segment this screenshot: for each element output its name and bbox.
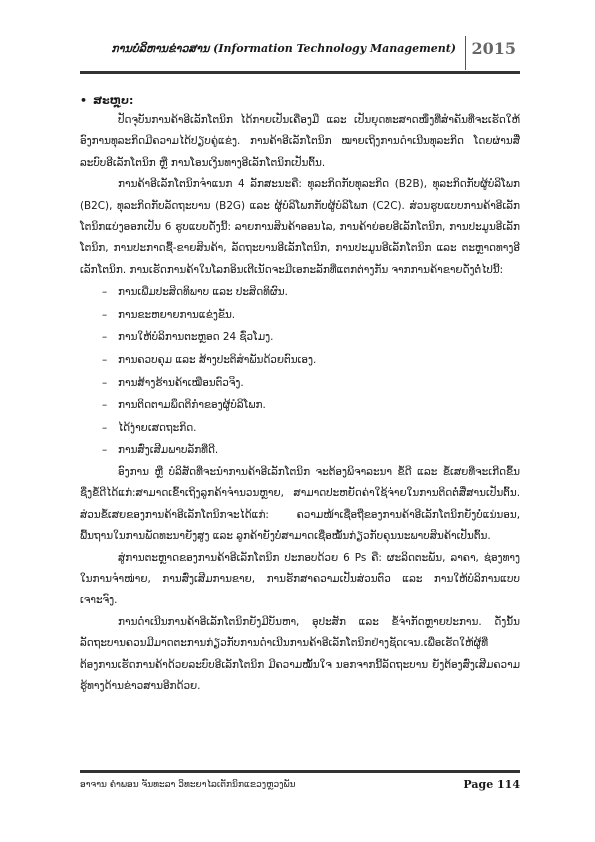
page-header — [80, 36, 518, 70]
heading-text: ສະຫຼຸບ: — [93, 94, 134, 107]
list-item — [80, 281, 520, 304]
list-item — [80, 417, 520, 440]
heading-bullet: • — [80, 94, 88, 107]
list-item-text: ການໃຫ້ບໍລິການຕະຫຼອດ 24 ຊົ່ວໂມງ. — [118, 331, 274, 344]
list-dash: – — [102, 376, 108, 389]
list-dash: – — [102, 421, 108, 434]
paragraph-6ps: ສູ່ການຕະຫຼາດຂອງການຄ້າອີເລັກໂຕນິກ ປະກອບດ້ວຍ 6 Ps ຄື: ຜະລິດຕະພັນ, ລາຄາ, ຊ່ອງທາງໃນການຈຳໜ່າຍ, ການສົ່ງເສີມການຂາຍ, ການຮັກສາຄວາມເປັນສ່ວນຕົວ ແລະ ການໃຫ້ບໍລິການແບບເຈາະຈົງ. — [80, 551, 520, 607]
list-dash: – — [102, 354, 108, 367]
list-item — [80, 439, 520, 462]
paragraph-pros-cons: ອົງການ ຫຼື ບໍລິສັດທີ່ຈະນຳການຄ້າອີເລັກໂຕນິກ ຈະຕ້ອງພິຈາລະນາ ຂໍ້ດີ ແລະ ຂໍ້ເສຍທີ່ຈະເກີດຂຶ້ນ ຊຶ່ງຂໍ້ດີໄດ້ແກ່:ສາມາດເຂົ້າເຖິງລູກຄ້າຈຳນວນຫຼາຍ, ສາມາດປະຫຍັດຄ່າໃຊ້ຈ່າຍໃນການຕິດຕໍ່ສື່ສານເປັນຕົ້ນ. ສ່ວນຂໍ້ເສຍຂອງການຄ້າອີເລັກໂຕນິກຈະໄດ້ແກ່: ຄວາມໜ້າເຊື່ອຖືຂອງການຄ້າອີເລັກໂຕນິກຍັງບໍ່ແນ່ນອນ, ພື້ນຖານໃນການພັດທະນາຍັງສູງ ແລະ ລູກຄ້າຍັງບໍ່ສາມາດເຊື່ອໝັ້ນກ່ຽວກັບຄຸນນະພາບສິນຄ້າເປັນຕົ້ນ. — [80, 466, 520, 543]
paragraph-types: ການຄ້າອີເລັກໂຕນິກຈຳແນກ 4 ລັກສະນະຄື: ທຸລະກິດກັບທຸລະກິດ (B2B), ທຸລະກິດກັບຜູ້ບໍລິໂພກ (B2C), ທຸລະກິດກັບລັດຖະບານ (B2G) ແລະ ຜູ້ບໍລິໂພກກັບຜູ້ບໍລິໂພກ (C2C). ສ່ວນຮູບແບບການຄ້າອີເລັກໂຕນິກແບ່ງອອກເປັນ 6 ຮູບແບບດັ່ງນີ້: ລາຍການສິນຄ້າອອນໄລ, ການຄ້າຍ່ອຍອີເລັກໂຕນິກ, ການປະມູນອີເລັກໂຕນິກ, ການປະກາດຊື້-ຂາຍສິນຄ້າ, ລັດຖະບານອີເລັກໂຕນິກ, ການປະມູນອີເລັກໂຕນິກ ແລະ ຕະຫຼາດທາງອີເລັກໂຕນິກ. ການເຮັດການຄ້າໃນໂລກອິນເຕີເນັດຈະມີເອກະລັກທີ່ແຕກຕ່າງກັນ ຈາກການຄ້າຂາຍດັ່ງຕໍ່ໄປນີ້: — [80, 178, 520, 276]
footer-rule — [80, 770, 520, 773]
list-item — [80, 372, 520, 395]
header-rule — [80, 71, 520, 74]
list-item — [80, 326, 520, 349]
header-year: 2015 — [471, 39, 516, 58]
footer-page-number: Page 114 — [463, 778, 520, 791]
list-item-text: ການສ້າງຮ້ານຄ້າເໝືອນຕົວຈິງ. — [118, 376, 244, 389]
list-dash: – — [102, 444, 108, 457]
paragraph-intro: ປັດຈຸບັນການຄ້າອີເລັກໂຕນິກ ໄດ້ກາຍເປັນເຄື່ອງມື ແລະ ເປັນຍຸດທະສາດໜຶ່ງທີ່ສຳຄັນທີ່ຈະເຮັດໃຫ້ອົງການທຸລະກິດມີຄວາມໄດ້ປຽບຄູ່ແຂ່ງ. ການຄ້າອີເລັກໂຕນິກ ໝາຍເຖິງການດຳເນີນທຸລະກິດ ໂດຍຜ່ານສື່ລະບົບອີເລັກໂຕນິກ ຫຼື ການໂອນເງິນທາງອີເລັກໂຕນິກເປັນຕົ້ນ. — [80, 114, 520, 169]
list-dash: – — [102, 331, 108, 344]
list-item-text: ການສົ່ງເສີມພາບລັກທີ່ດີ. — [118, 444, 219, 457]
feature-list — [80, 281, 520, 462]
page-content — [80, 92, 520, 697]
list-dash: – — [102, 286, 108, 299]
list-item — [80, 394, 520, 417]
paragraph-conclusion: ການດຳເນີນການຄ້າອີເລັກໂຕນິກຍັງມີບັນຫາ, ອຸປະສັກ ແລະ ຂໍ້ຈຳກັດຫຼາຍປະການ. ດັ່ງນັ້ນ ລັດຖະບານຄວນມີມາດຕະການກ່ຽວກັບການດຳເນີນການຄ້າອີເລັກໂຕນິກຢ່າງຊັດເຈນ.ເພື່ອເຮັດໃຫ້ຜູ້ທີ່ຕ້ອງການເຮັດການຄ້າດ້ວຍລະບົບອີເລັກໂຕນິກ ມີຄວາມໝັ້ນໃຈ ນອກຈາກນີ້ລັດຖະບານ ຍັງຕ້ອງສົ່ງເສີມຄວາມຮູ້ທາງດ້ານຂ່າວສານອີກດ້ວຍ. — [80, 615, 520, 693]
list-dash: – — [102, 399, 108, 412]
list-item — [80, 349, 520, 372]
header-title: ການບໍລິຫານຂ່າວສານ (Information Technology Management) — [111, 42, 456, 55]
list-item — [80, 304, 520, 327]
list-item-text: ການຄວບຄຸມ ແລະ ສ້າງປະຕິສຳພັນດ້ວຍຕົນເອງ. — [118, 354, 317, 367]
list-dash: – — [102, 308, 108, 321]
list-item-text: ການຕິດຕາມພຶດຕິກຳຂອງຜູ້ບໍລິໂພກ. — [118, 399, 266, 412]
list-item-text: ການຂະຫຍາຍການແຂ່ງຂັນ. — [118, 308, 236, 321]
list-item-text: ໄດ້ງ່າຍເສດຖະກິດ. — [118, 421, 197, 434]
footer-author: ອາຈານ ຄຳພອນ ຈັນທະລາ ວິທະຍາໄລເຕັກນິກແຂວງຫຼວງພັນ — [80, 780, 296, 790]
section-heading — [80, 92, 520, 110]
list-item-text: ການເພີ່ມປະສິດທິພາບ ແລະ ປະສິດທິຜົນ. — [118, 286, 288, 299]
header-divider — [465, 36, 466, 70]
